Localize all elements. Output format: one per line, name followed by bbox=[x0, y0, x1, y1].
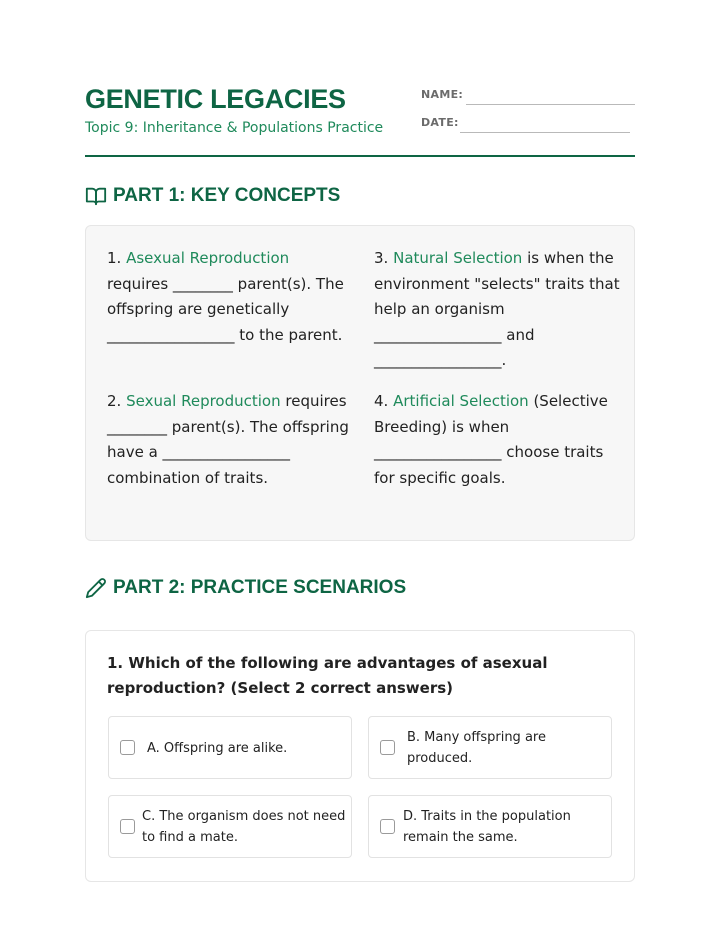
concept-item bbox=[107, 389, 353, 491]
worksheet-title: GENETIC LEGACIES bbox=[85, 84, 346, 114]
concept-item bbox=[374, 389, 620, 491]
concept-term: Sexual Reproduction bbox=[126, 392, 281, 410]
date-field[interactable] bbox=[460, 132, 630, 133]
concept-item bbox=[374, 246, 620, 374]
name-field[interactable] bbox=[466, 104, 635, 105]
option-c[interactable] bbox=[108, 795, 352, 858]
question-text: 1. Which of the following are advantages of asexual reproduction? (Select 2 correct answers) bbox=[107, 654, 548, 697]
concept-text: (Selective Breeding) is when _________________ choose traits for specific goals. bbox=[374, 392, 608, 487]
concept-term: Asexual Reproduction bbox=[126, 249, 290, 267]
option-label: B. Many offspring are produced. bbox=[407, 730, 546, 766]
part1-heading-text: PART 1: KEY CONCEPTS bbox=[113, 185, 341, 206]
concept-number: 2. bbox=[107, 392, 127, 410]
checkbox[interactable] bbox=[380, 740, 395, 755]
part2-heading bbox=[85, 577, 406, 599]
concept-text: requires ________ parent(s). The offspring have a _________________ combination of traits. bbox=[107, 392, 349, 487]
pencil-icon bbox=[85, 577, 107, 599]
part2-heading-text: PART 2: PRACTICE SCENARIOS bbox=[113, 577, 407, 598]
concept-text: requires ________ parent(s). The offspring are genetically _________________ to the parent. bbox=[107, 274, 344, 344]
option-a[interactable] bbox=[108, 716, 352, 779]
concept-text: is when the environment "selects" traits that help an organism _________________ and _________________. bbox=[374, 249, 620, 369]
checkbox[interactable] bbox=[380, 819, 395, 834]
open-book-icon bbox=[85, 185, 107, 207]
checkbox[interactable] bbox=[120, 819, 135, 834]
option-d[interactable] bbox=[368, 795, 612, 858]
concept-term: Artificial Selection bbox=[393, 392, 529, 410]
concept-term: Natural Selection bbox=[393, 249, 523, 267]
option-label: A. Offspring are alike. bbox=[147, 741, 288, 756]
date-label: DATE: bbox=[421, 116, 459, 129]
option-label: C. The organism does not need to find a mate. bbox=[142, 809, 346, 845]
part1-heading bbox=[85, 185, 340, 207]
concept-number: 1. bbox=[107, 249, 127, 267]
worksheet-subtitle: Topic 9: Inheritance & Populations Practice bbox=[85, 120, 384, 136]
name-label: NAME: bbox=[421, 88, 464, 101]
checkbox[interactable] bbox=[120, 740, 135, 755]
header-divider bbox=[85, 155, 635, 157]
concept-number: 3. bbox=[374, 249, 394, 267]
option-label: D. Traits in the population remain the same. bbox=[403, 809, 571, 845]
concept-item bbox=[107, 246, 353, 348]
option-b[interactable] bbox=[368, 716, 612, 779]
concept-number: 4. bbox=[374, 392, 394, 410]
